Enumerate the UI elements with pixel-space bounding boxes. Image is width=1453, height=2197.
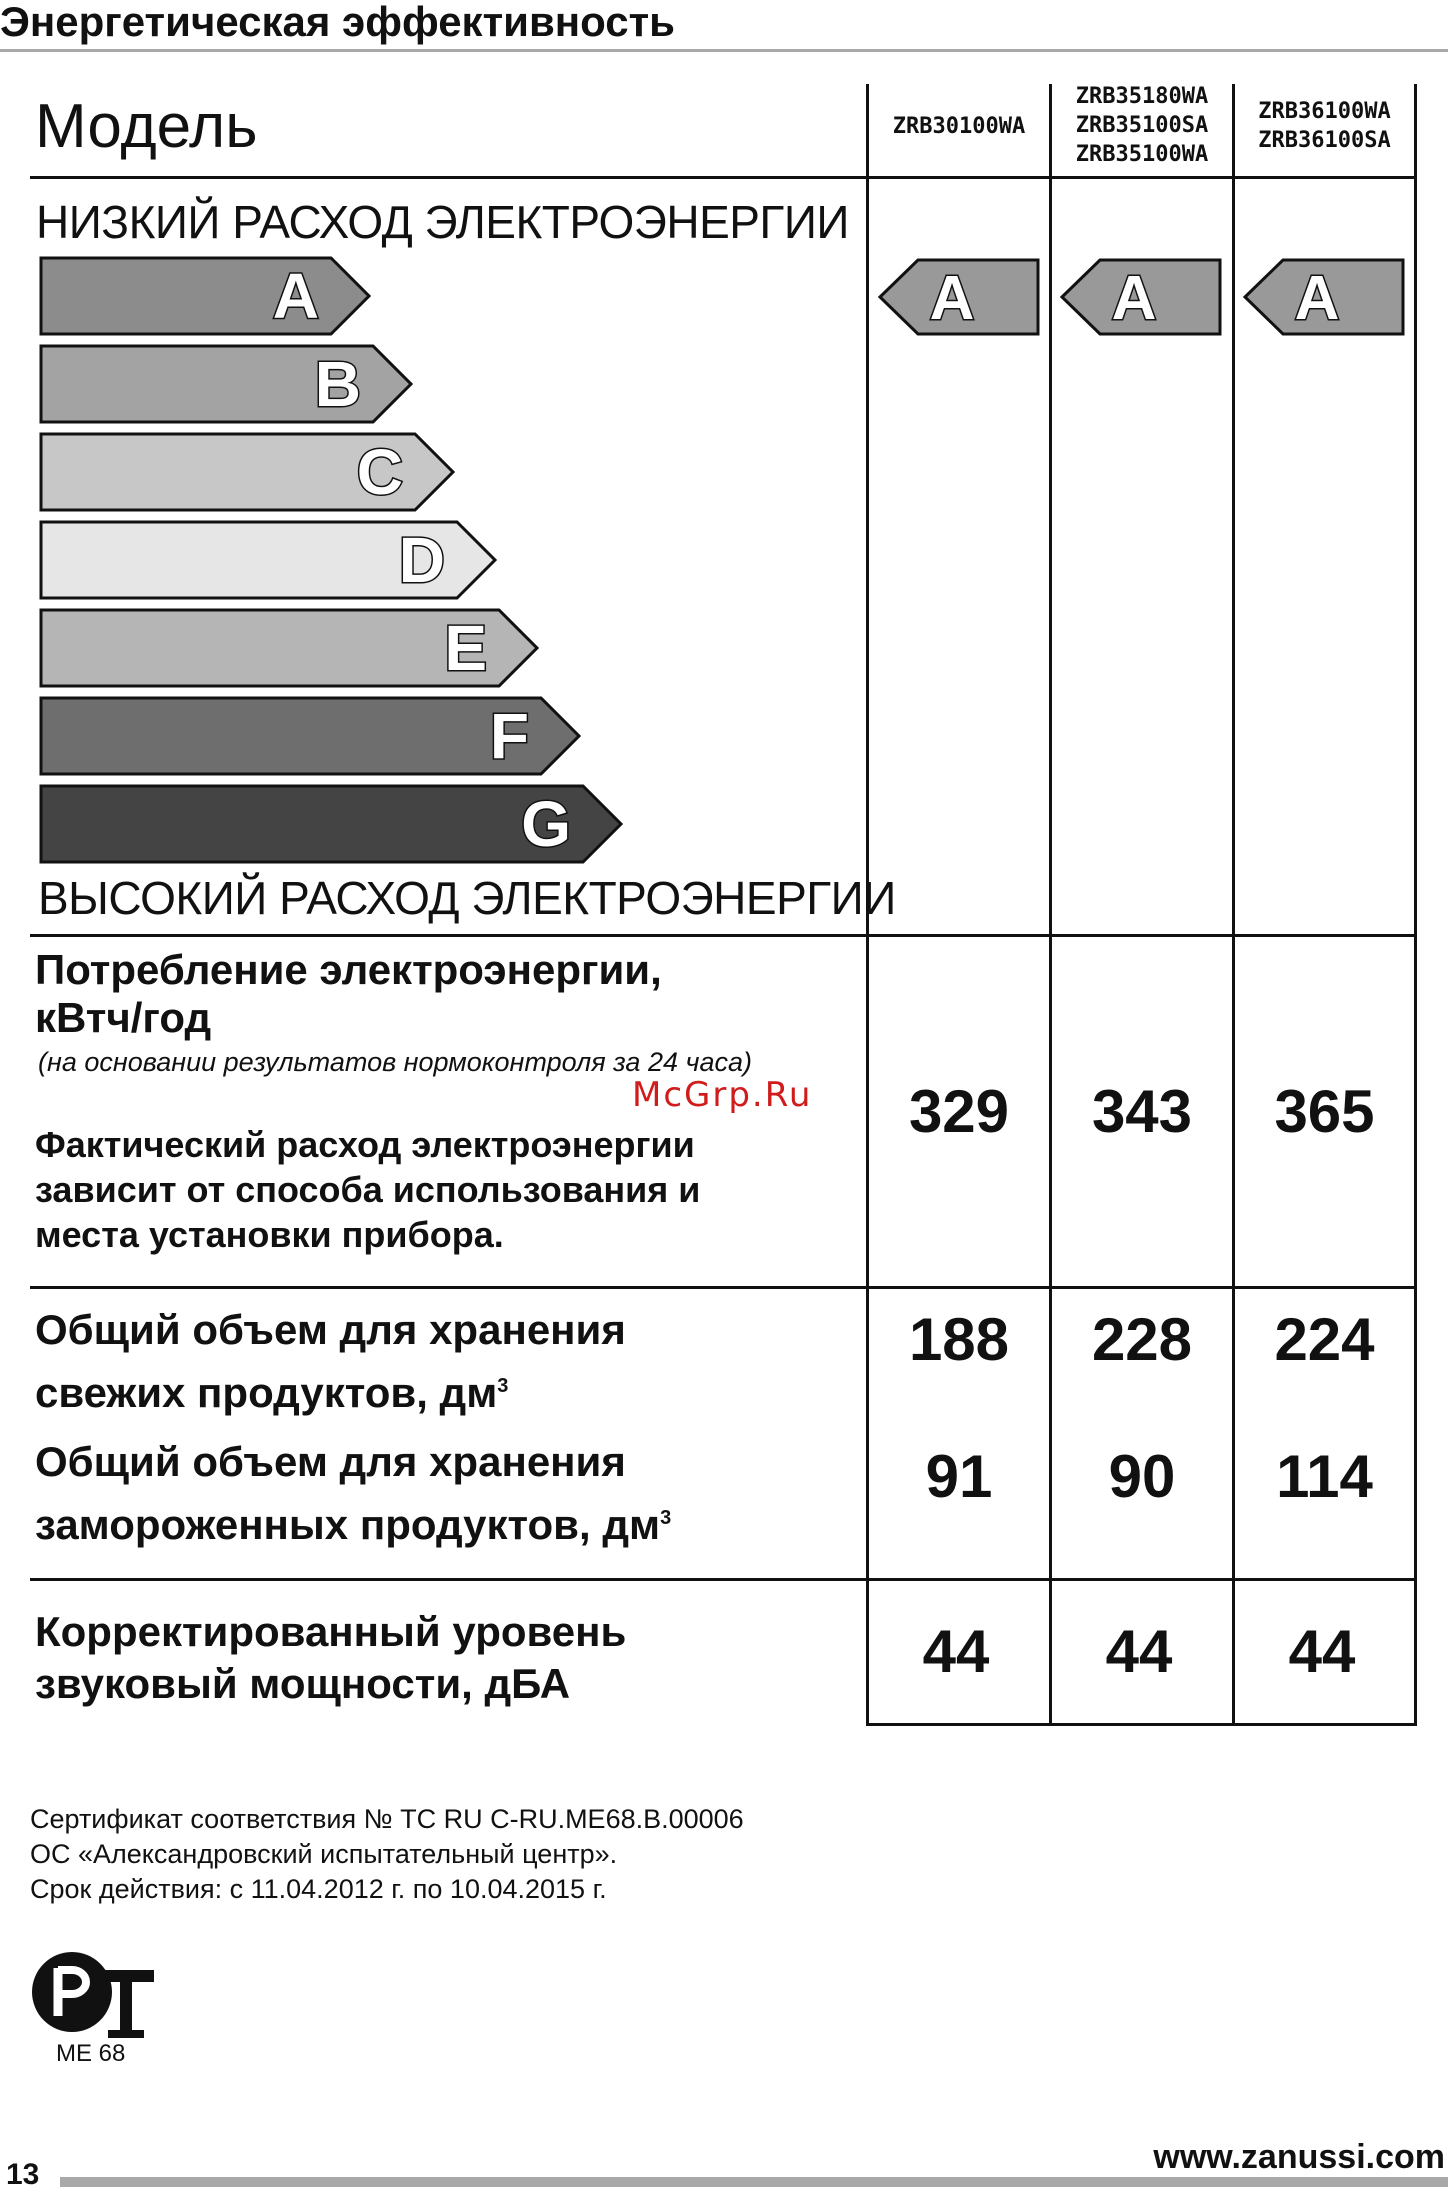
model-energy-class-marker: [1062, 260, 1220, 334]
fresh-volume-value: 228: [1091, 1306, 1193, 1373]
energy-class-letter: F: [489, 700, 529, 772]
model-energy-class-letter: A: [1111, 264, 1157, 333]
energy-class-arrow-c: [41, 434, 453, 510]
consumption-heading: Потребление электроэнергии, кВтч/год: [35, 946, 662, 1041]
frozen-volume-value: 90: [1108, 1443, 1176, 1510]
table-bottom-border: [866, 1723, 1417, 1726]
energy-class-arrow-d: [41, 522, 495, 598]
model-energy-class-letter: A: [1294, 264, 1340, 333]
energy-class-letter: E: [444, 612, 487, 684]
footer-rule: [60, 2177, 1448, 2187]
fresh-volume-heading: Общий объем для хранения свежих продуктов, $дм^3$: [35, 1306, 626, 1416]
energy-class-arrow-e: [41, 610, 537, 686]
fresh-volume-value: 188: [908, 1306, 1010, 1373]
energy-class-scale: [0, 0, 640, 880]
noise-value: 44: [1288, 1618, 1356, 1685]
energy-class-letter: C: [356, 436, 403, 508]
model-column-header: ZRB36100WA ZRB36100SA: [1258, 99, 1391, 153]
page-title: Энергетическая эффективность: [0, 0, 675, 45]
row-divider: [30, 1578, 1417, 1581]
pct-conformity-mark-icon: [28, 1948, 158, 2038]
noise-heading: Корректированный уровень звуковый мощности, дБА: [35, 1608, 627, 1707]
model-energy-class-marker: [1245, 260, 1403, 334]
frozen-volume-value: 91: [925, 1443, 993, 1510]
high-consumption-caption: ВЫСОКИЙ РАСХОД ЭЛЕКТРОЭНЕРГИИ: [38, 872, 896, 924]
model-column-header: ZRB30100WA: [892, 114, 1026, 139]
certification-body-code: ME 68: [56, 2040, 126, 2067]
frozen-volume-heading: Общий объем для хранения замороженных продуктов, $дм^3$: [35, 1438, 672, 1548]
row-divider: [30, 1286, 1417, 1289]
low-consumption-caption: НИЗКИЙ РАСХОД ЭЛЕКТРОЭНЕРГИИ: [36, 196, 849, 248]
model-energy-class-marker: [880, 260, 1038, 334]
frozen-volume-value: 114: [1276, 1443, 1373, 1510]
energy-class-letter: B: [314, 348, 361, 420]
model-column-header: ZRB35180WA ZRB35100SA ZRB35100WA: [1075, 84, 1209, 167]
energy-class-letter: A: [272, 260, 319, 332]
fresh-volume-value: 224: [1274, 1306, 1375, 1373]
consumption-note: (на основании результатов нормоконтроля за 24 часа): [38, 1047, 752, 1077]
model-energy-class-letter: A: [929, 264, 975, 333]
energy-class-arrow-b: [41, 346, 411, 422]
certificate-text: Сертификат соответствия № ТС RU C-RU.ME68.B.00006 ОС «Александровский испытательный центр». Срок действия: с 11.04.2012 г. по 10.04.2015 г.: [30, 1804, 744, 1904]
noise-value: 44: [1105, 1618, 1173, 1685]
website-link[interactable]: www.zanussi.com: [1153, 2138, 1445, 2176]
consumption-value: 329: [908, 1078, 1010, 1145]
consumption-fact-text: Фактический расход электроэнергии зависит от способа использования и места установки прибора.: [35, 1124, 701, 1255]
page-number: 13: [6, 2158, 40, 2191]
model-label: Модель: [35, 92, 258, 161]
noise-value: 44: [922, 1618, 990, 1685]
consumption-value: 343: [1091, 1078, 1193, 1145]
watermark: McGrp.Ru: [632, 1075, 813, 1115]
consumption-value: 365: [1274, 1078, 1375, 1145]
energy-class-letter: D: [398, 524, 445, 596]
row-divider: [30, 934, 1417, 937]
model-class-markers: [860, 250, 1420, 350]
energy-class-arrow-g: [41, 786, 621, 862]
energy-class-letter: G: [521, 788, 571, 860]
energy-class-arrow-f: [41, 698, 579, 774]
energy-class-arrow-a: [41, 258, 369, 334]
